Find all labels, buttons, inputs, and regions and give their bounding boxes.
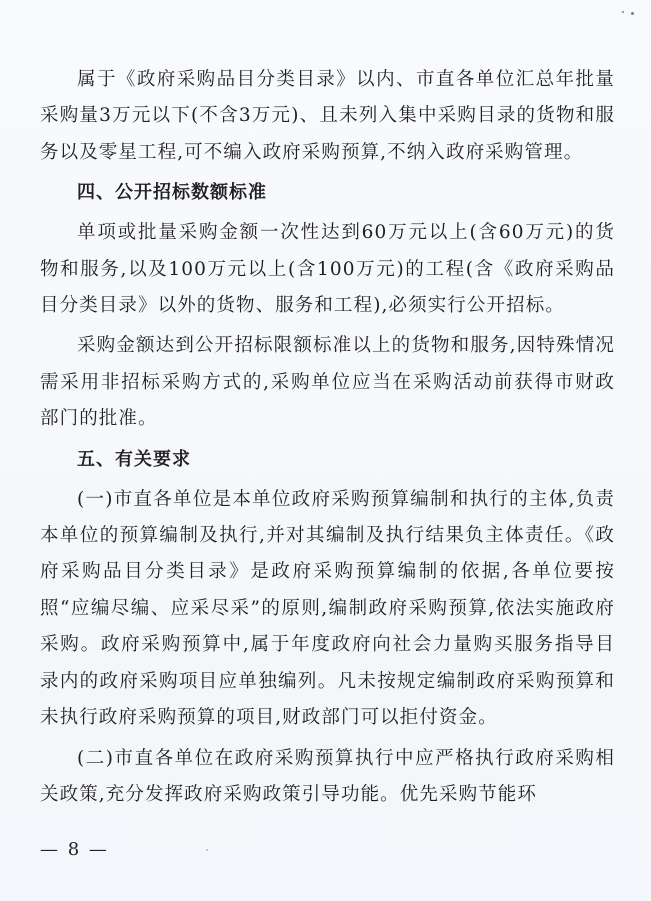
paragraph-tender-amount: 单项或批量采购金额一次性达到60万元以上(含60万元)的货物和服务,以及100万元以上(含100万元)的工程(含《政府采购品目分类目录》以外的货物、服务和工程),必须实行公开招标。 bbox=[40, 222, 615, 317]
paragraph-requirement-1: (一)市直各单位是本单位政府采购预算编制和执行的主体,负责本单位的预算编制及执行,并对其编制及执行结果负主体责任。《政府采购品目分类目录》是政府采购预算编制的依据,各单位要按照“应编尽编、应采尽采”的原则,编制政府采购预算,依法实施政府采购。政府采购预算中,属于年度政府向社会力量购买服务指导目录内的政府采购项目应单独编列。凡未按规定编制政府采购预算和未执行政府采购预算的项目,财政部门可以拒付资金。 bbox=[40, 488, 615, 729]
scan-speck bbox=[206, 849, 208, 851]
heading-requirements: 五、有关要求 bbox=[77, 448, 191, 470]
scan-speck bbox=[631, 12, 634, 15]
heading-public-tender-threshold: 四、公开招标数额标准 bbox=[77, 182, 267, 204]
paragraph-requirement-2: (二)市直各单位在政府采购预算执行中应严格执行政府采购相关政策,充分发挥政府采购政策引导功能。优先采购节能环 bbox=[40, 747, 615, 805]
page-number: — 8 — bbox=[40, 839, 109, 860]
paragraph-procurement-exemption: 属于《政府采购品目分类目录》以内、市直各单位汇总年批量采购量3万元以下(不含3万元)、且未列入集中采购目录的货物和服务以及零星工程,可不编入政府采购预算,不纳入政府采购管理。 bbox=[40, 69, 615, 163]
paragraph-non-tender-approval: 采购金额达到公开招标限额标准以上的货物和服务,因特殊情况需采用非招标采购方式的,采购单位应当在采购活动前获得市财政部门的批准。 bbox=[40, 335, 615, 430]
document-body bbox=[40, 62, 615, 817]
scan-speck bbox=[622, 11, 624, 13]
